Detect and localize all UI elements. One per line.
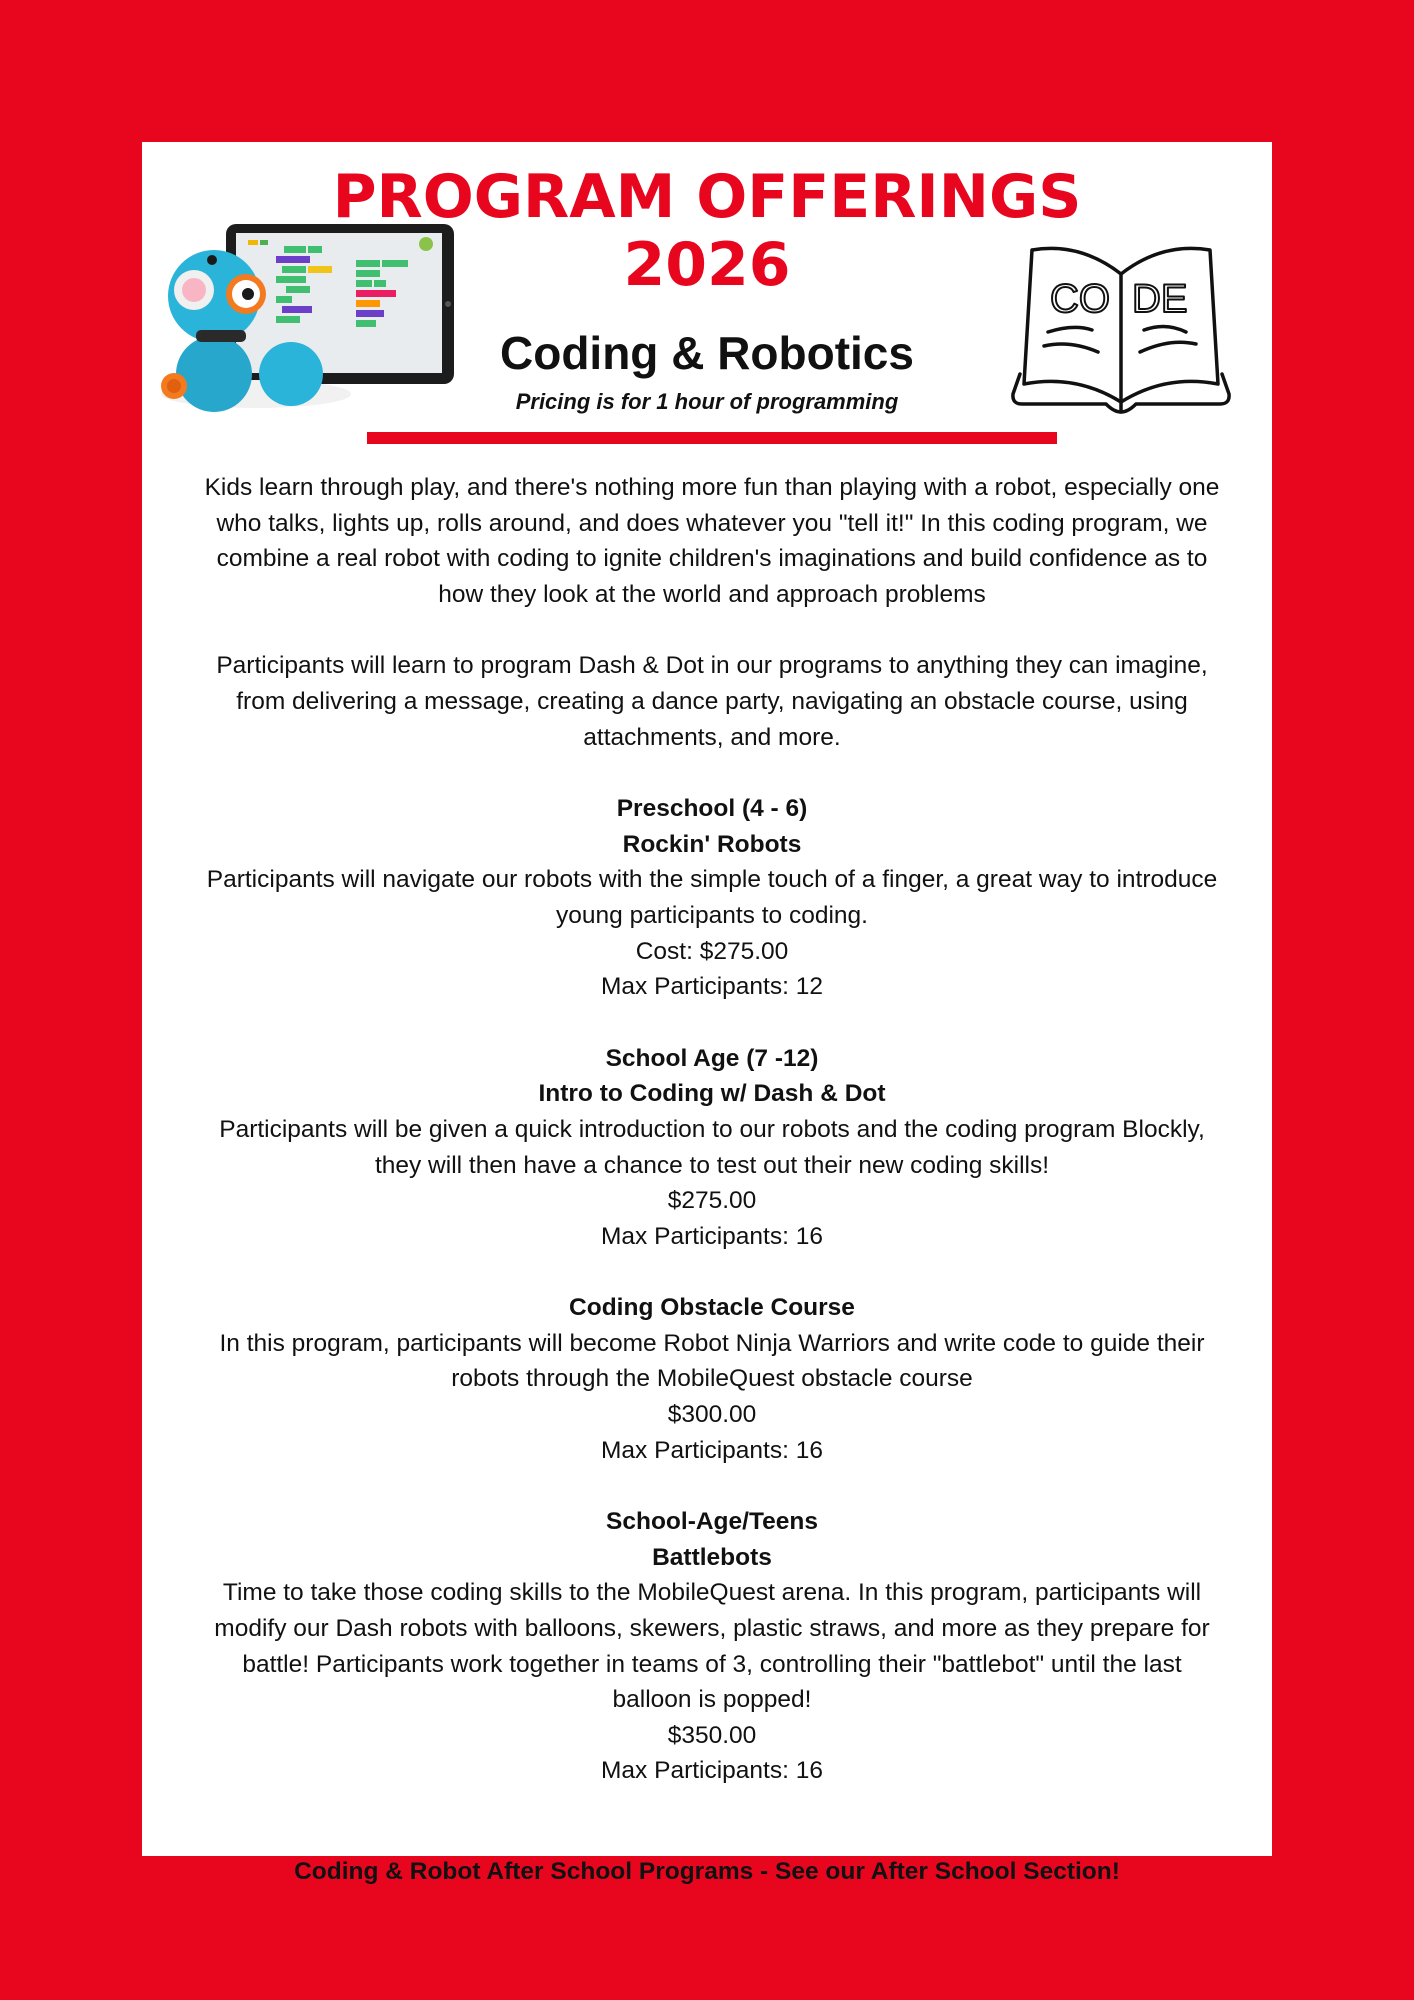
program-max-participants: Max Participants: 12 <box>601 973 823 1001</box>
program-name: Coding Obstacle Course <box>569 1294 855 1322</box>
program-description: In this program, participants will become Robot Ninja Warriors and write code to guide their robots through the MobileQuest obstacle course <box>219 1329 1205 1393</box>
book-text-left: CO <box>1050 277 1110 321</box>
page-title: PROGRAM OFFERINGS <box>332 162 1082 232</box>
program-age: School Age (7 -12) <box>605 1044 819 1072</box>
program-description: Time to take those coding skills to the MobileQuest arena. In this program, participants will modify our Dash robots with balloons, skewers, plastic straws, and more as they prepare for battle! Participants work together in teams of 3, controlling their "battlebot" until the last balloon is popped! <box>214 1579 1210 1714</box>
program-cost: $350.00 <box>667 1721 757 1749</box>
program-max-participants: Max Participants: 16 <box>601 1436 823 1464</box>
program-age: School-Age/Teens <box>606 1508 818 1536</box>
program-name: Battlebots <box>652 1543 772 1571</box>
footer-note: Coding & Robot After School Programs - See our After School Section! <box>294 1858 1120 1885</box>
book-text-right: DE <box>1132 277 1188 321</box>
program-max-participants: Max Participants: 16 <box>601 1757 823 1785</box>
program-battlebots <box>202 1504 1222 1789</box>
section-subtitle: Coding & Robotics <box>500 327 914 379</box>
title-divider <box>367 432 1057 444</box>
program-cost: $300.00 <box>667 1401 757 1429</box>
page-title-year: 2026 <box>623 230 791 300</box>
code-book-icon <box>1010 234 1232 414</box>
program-obstacle-course <box>202 1290 1222 1468</box>
pricing-note: Pricing is for 1 hour of programming <box>515 389 899 414</box>
program-description: Participants will navigate our robots with the simple touch of a finger, a great way to introduce young participants to coding. <box>206 866 1218 929</box>
program-content <box>202 470 1222 1789</box>
program-cost: $275.00 <box>667 1187 757 1215</box>
program-max-participants: Max Participants: 16 <box>601 1222 823 1250</box>
program-cost: Cost: $275.00 <box>635 937 789 965</box>
program-age: Preschool (4 - 6) <box>616 795 808 823</box>
program-sheet <box>142 142 1272 1856</box>
program-name: Rockin' Robots <box>622 830 802 858</box>
program-description: Participants will be given a quick introduction to our robots and the coding program Blockly, they will then have a chance to test out their new coding skills! <box>219 1115 1205 1179</box>
intro-paragraph-2: Participants will learn to program Dash & Dot in our programs to anything they can imagine, from delivering a message, creating a dance party, navigating an obstacle course, using attachments, and more. <box>216 652 1208 751</box>
program-school-age <box>202 1041 1222 1255</box>
program-preschool <box>202 791 1222 1005</box>
intro-paragraph-1: Kids learn through play, and there's nothing more fun than playing with a robot, especially one who talks, lights up, rolls around, and does whatever you "tell it!" In this coding program, we combine a real robot with coding to ignite children's imaginations and build confidence as to how they look at the world and approach problems <box>204 474 1220 608</box>
program-name: Intro to Coding w/ Dash & Dot <box>538 1080 886 1108</box>
